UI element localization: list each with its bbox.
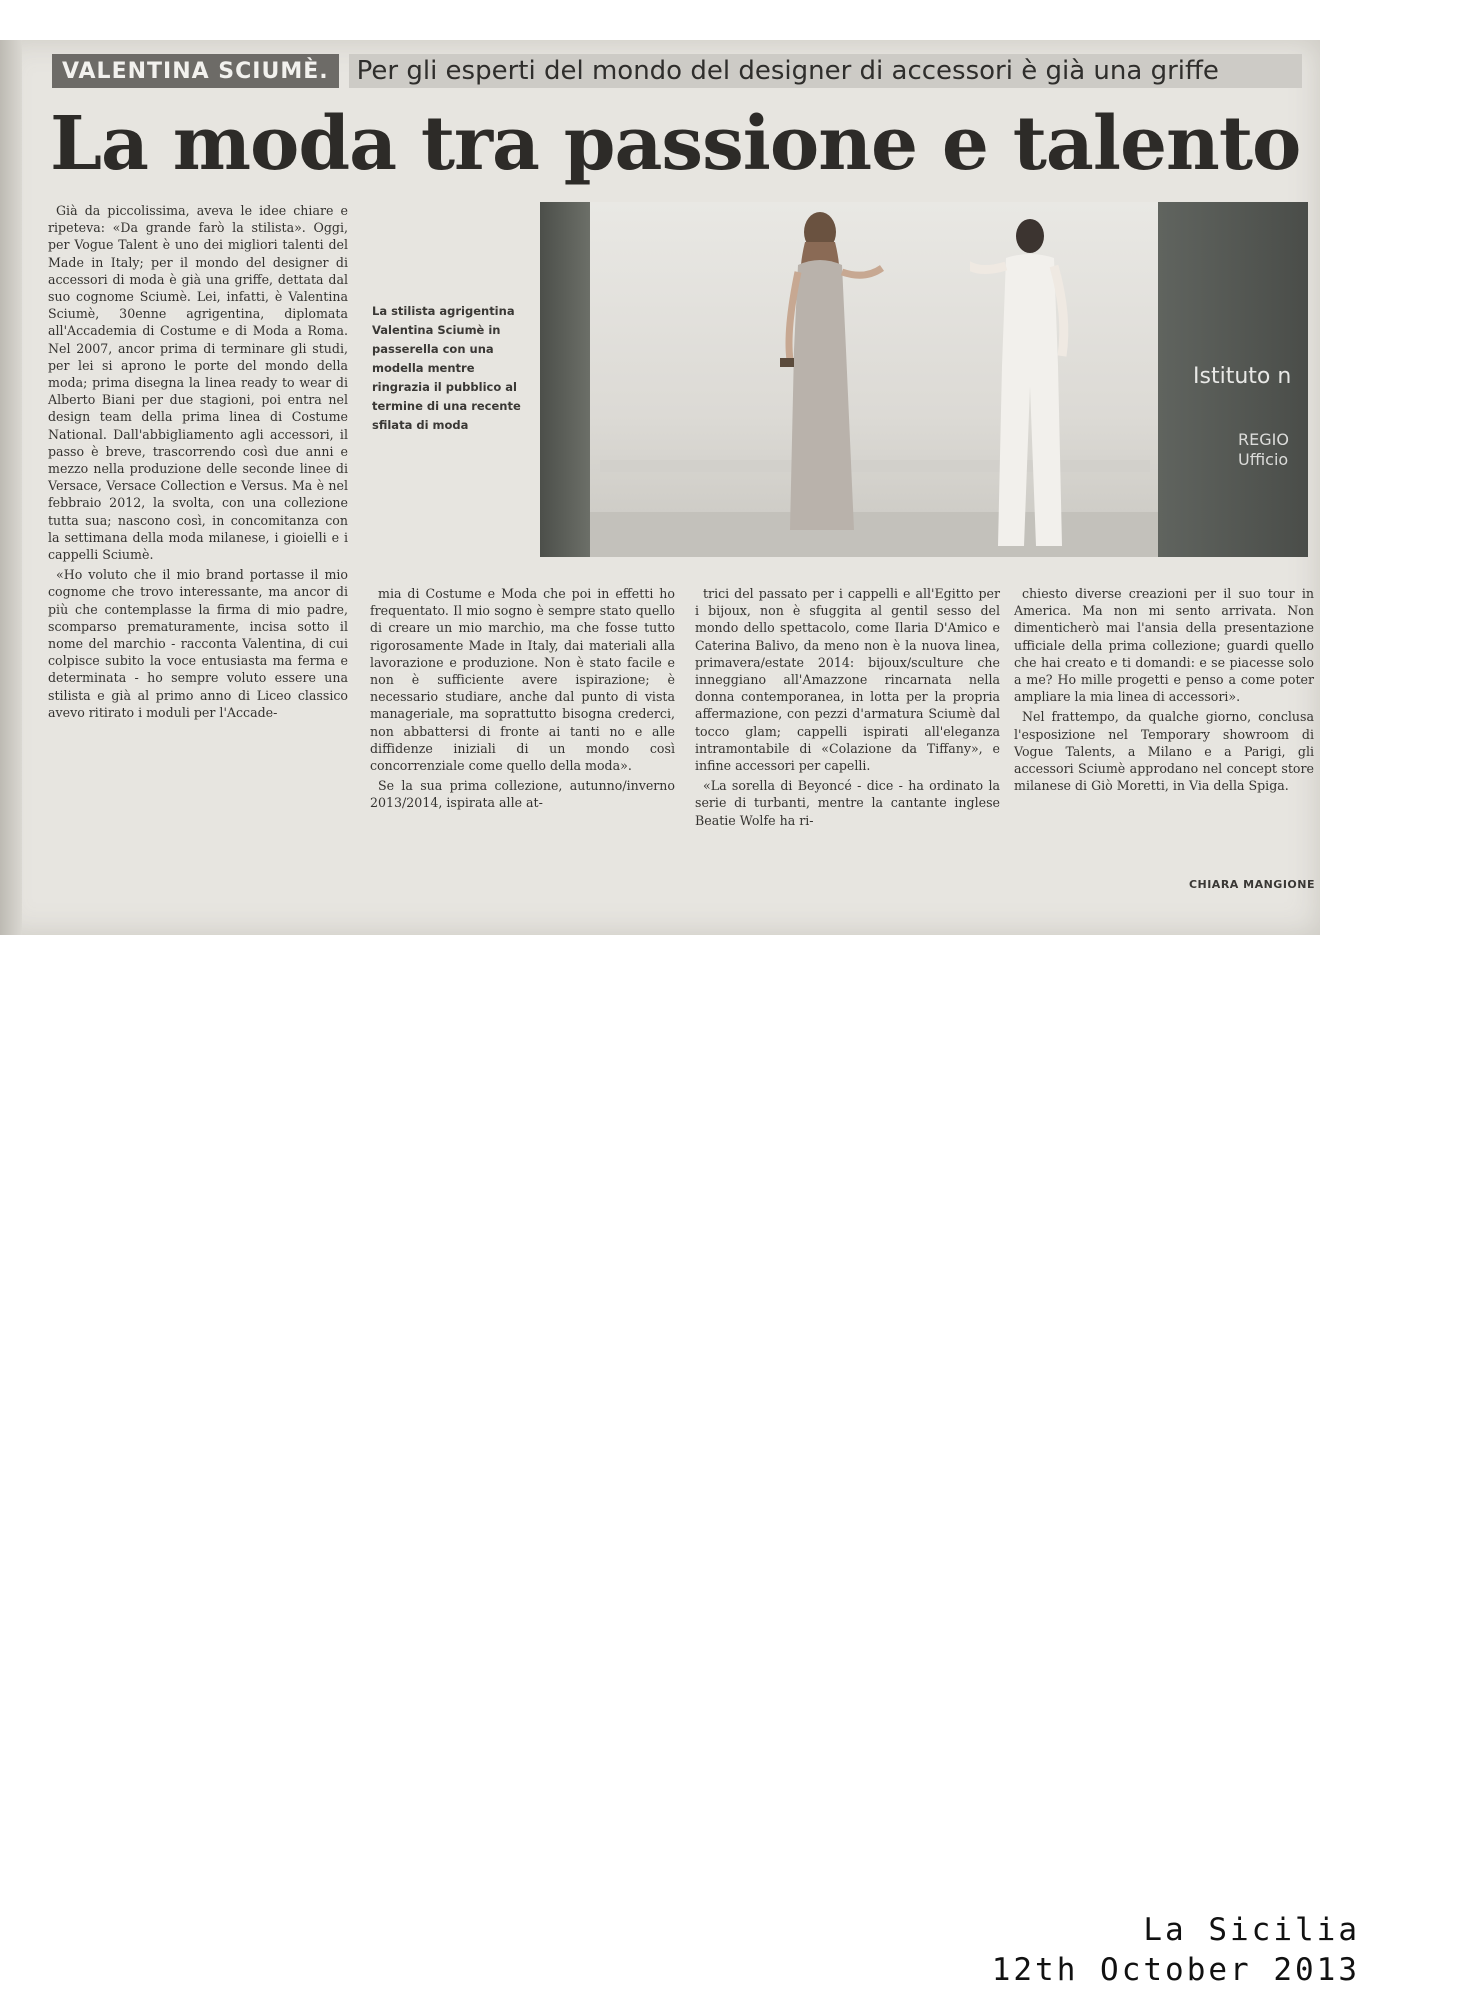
article-headline: La moda tra passione e talento [50, 101, 1301, 187]
paragraph: «Ho voluto che il mio brand portasse il mio cognome che trovo interessante, ma ancor di più che contemplasse la firma di mio padre, scomparso prematuramente, incisa sotto il nome del marchio - racconta Valentina, di cui colpisce subito la voce entusiasta ma ferma e determinata - ho sempre voluto essere una stilista e già al primo anno di Liceo classico avevo ritirato i moduli per l'Accade- [48, 567, 348, 720]
article-column-1 [48, 202, 348, 721]
paragraph: chiesto diverse creazioni per il suo tour in America. Ma non mi sento arrivata. Non dimenticherò mai l'ansia della presentazione ufficiale della prima collezione; guardi quello che hai creato e ti domandi: e se piacesse solo a me? Ho mille progetti e penso a come poter ampliare la mia linea di accessori». [1014, 586, 1314, 705]
source-note [900, 1910, 1360, 1990]
model-figure [750, 210, 890, 550]
article-column-3 [695, 585, 1000, 829]
paragraph: mia di Costume e Moda che poi in effetti ho frequentato. Il mio sogno è sempre stato quello di creare un mio marchio, ma che fosse tutto rigorosamente Made in Italy, dai materiali alla lavorazione e produzione. Non è stato facile e non è sufficiente avere ispirazione; è necessario studiare, anche dal punto di vista manageriale, ma soprattutto bisogna crederci, non abbattersi di fronte ai tanti no e alle diffidenze iniziali di un mondo così concorrenziale come quello della moda». [370, 586, 675, 774]
runway-photo [540, 202, 1308, 557]
source-publication: La Sicilia [1143, 1912, 1360, 1948]
kicker-row [52, 50, 1302, 92]
kicker-subtitle: Per gli esperti del mondo del designer di accessori è già una griffe [349, 54, 1302, 88]
backdrop-sign-text: REGIO Ufficio [1238, 430, 1289, 469]
article-byline: CHIARA MANGIONE [1188, 878, 1315, 891]
designer-figure [970, 216, 1090, 551]
newspaper-clipping [0, 40, 1320, 935]
backdrop-panel-left [540, 202, 590, 557]
paragraph: Se la sua prima collezione, autunno/inverno 2013/2014, ispirata alle at- [370, 778, 675, 811]
photo-caption: La stilista agrigentina Valentina Sciumè in passerella con una modella mentre ringrazia il pubblico al termine di una recente sfilata di moda [372, 304, 521, 432]
paragraph: Già da piccolissima, aveva le idee chiare e ripeteva: «Da grande farò la stilista». Oggi, per Vogue Talent è uno dei migliori talenti del Made in Italy; per il mondo del designer di accessori di moda è già una griffe, dettata dal suo cognome Sciumè. Lei, infatti, è Valentina Sciumè, 30enne agrigentina, diplomata all'Accademia di Costume e di Moda a Roma. Nel 2007, ancor prima di terminare gli studi, per lei si aprono le porte del mondo della moda; prima disegna la linea ready to wear di Alberto Biani per due stagioni, poi entra nel design team della prima linea di Costume National. Dall'abbigliamento agli accessori, il passo è breve, trascorrendo così due anni e mezzo nella produzione delle seconde linee di Versace, Versace Collection e Versus. Ma è nel febbraio 2012, la svolta, con una collezione tutta sua; nascono così, in concomitanza con la settimana della moda milanese, i gioielli e i cappelli Sciumè. [48, 203, 348, 563]
paragraph: «La sorella di Beyoncé - dice - ha ordinato la serie di turbanti, mentre la cantante inglese Beatie Wolfe ha ri- [695, 778, 1000, 828]
paragraph: Nel frattempo, da qualche giorno, conclusa l'esposizione nel Temporary showroom di Vogue Talents, a Milano e a Parigi, gli accessori Sciumè approdano nel concept store milanese di Giò Moretti, in Via della Spiga. [1014, 709, 1314, 794]
backdrop-sign-text: Istituto n [1193, 364, 1292, 389]
source-date: 12th October 2013 [991, 1952, 1360, 1988]
paragraph: trici del passato per i cappelli e all'Egitto per i bijoux, non è sfuggita al gentil sesso del mondo dello spettacolo, come Ilaria D'Amico e Caterina Balivo, da meno non è la nuova linea, primavera/estate 2014: bijoux/sculture che inneggiano all'Amazzone rincarnata nella donna contemporanea, in lotta per la propria affermazione, con pezzi d'armatura Sciumè dal tocco glam; cappelli ispirati all'eleganza intramontabile di «Colazione da Tiffany», e infine accessori per capelli. [695, 586, 1000, 774]
backdrop-panel-right [1158, 202, 1308, 557]
page-fold-shadow [0, 40, 22, 935]
kicker-tag: VALENTINA SCIUMÈ. [52, 54, 339, 88]
article-column-2 [370, 585, 675, 812]
article-column-4 [1014, 585, 1314, 794]
